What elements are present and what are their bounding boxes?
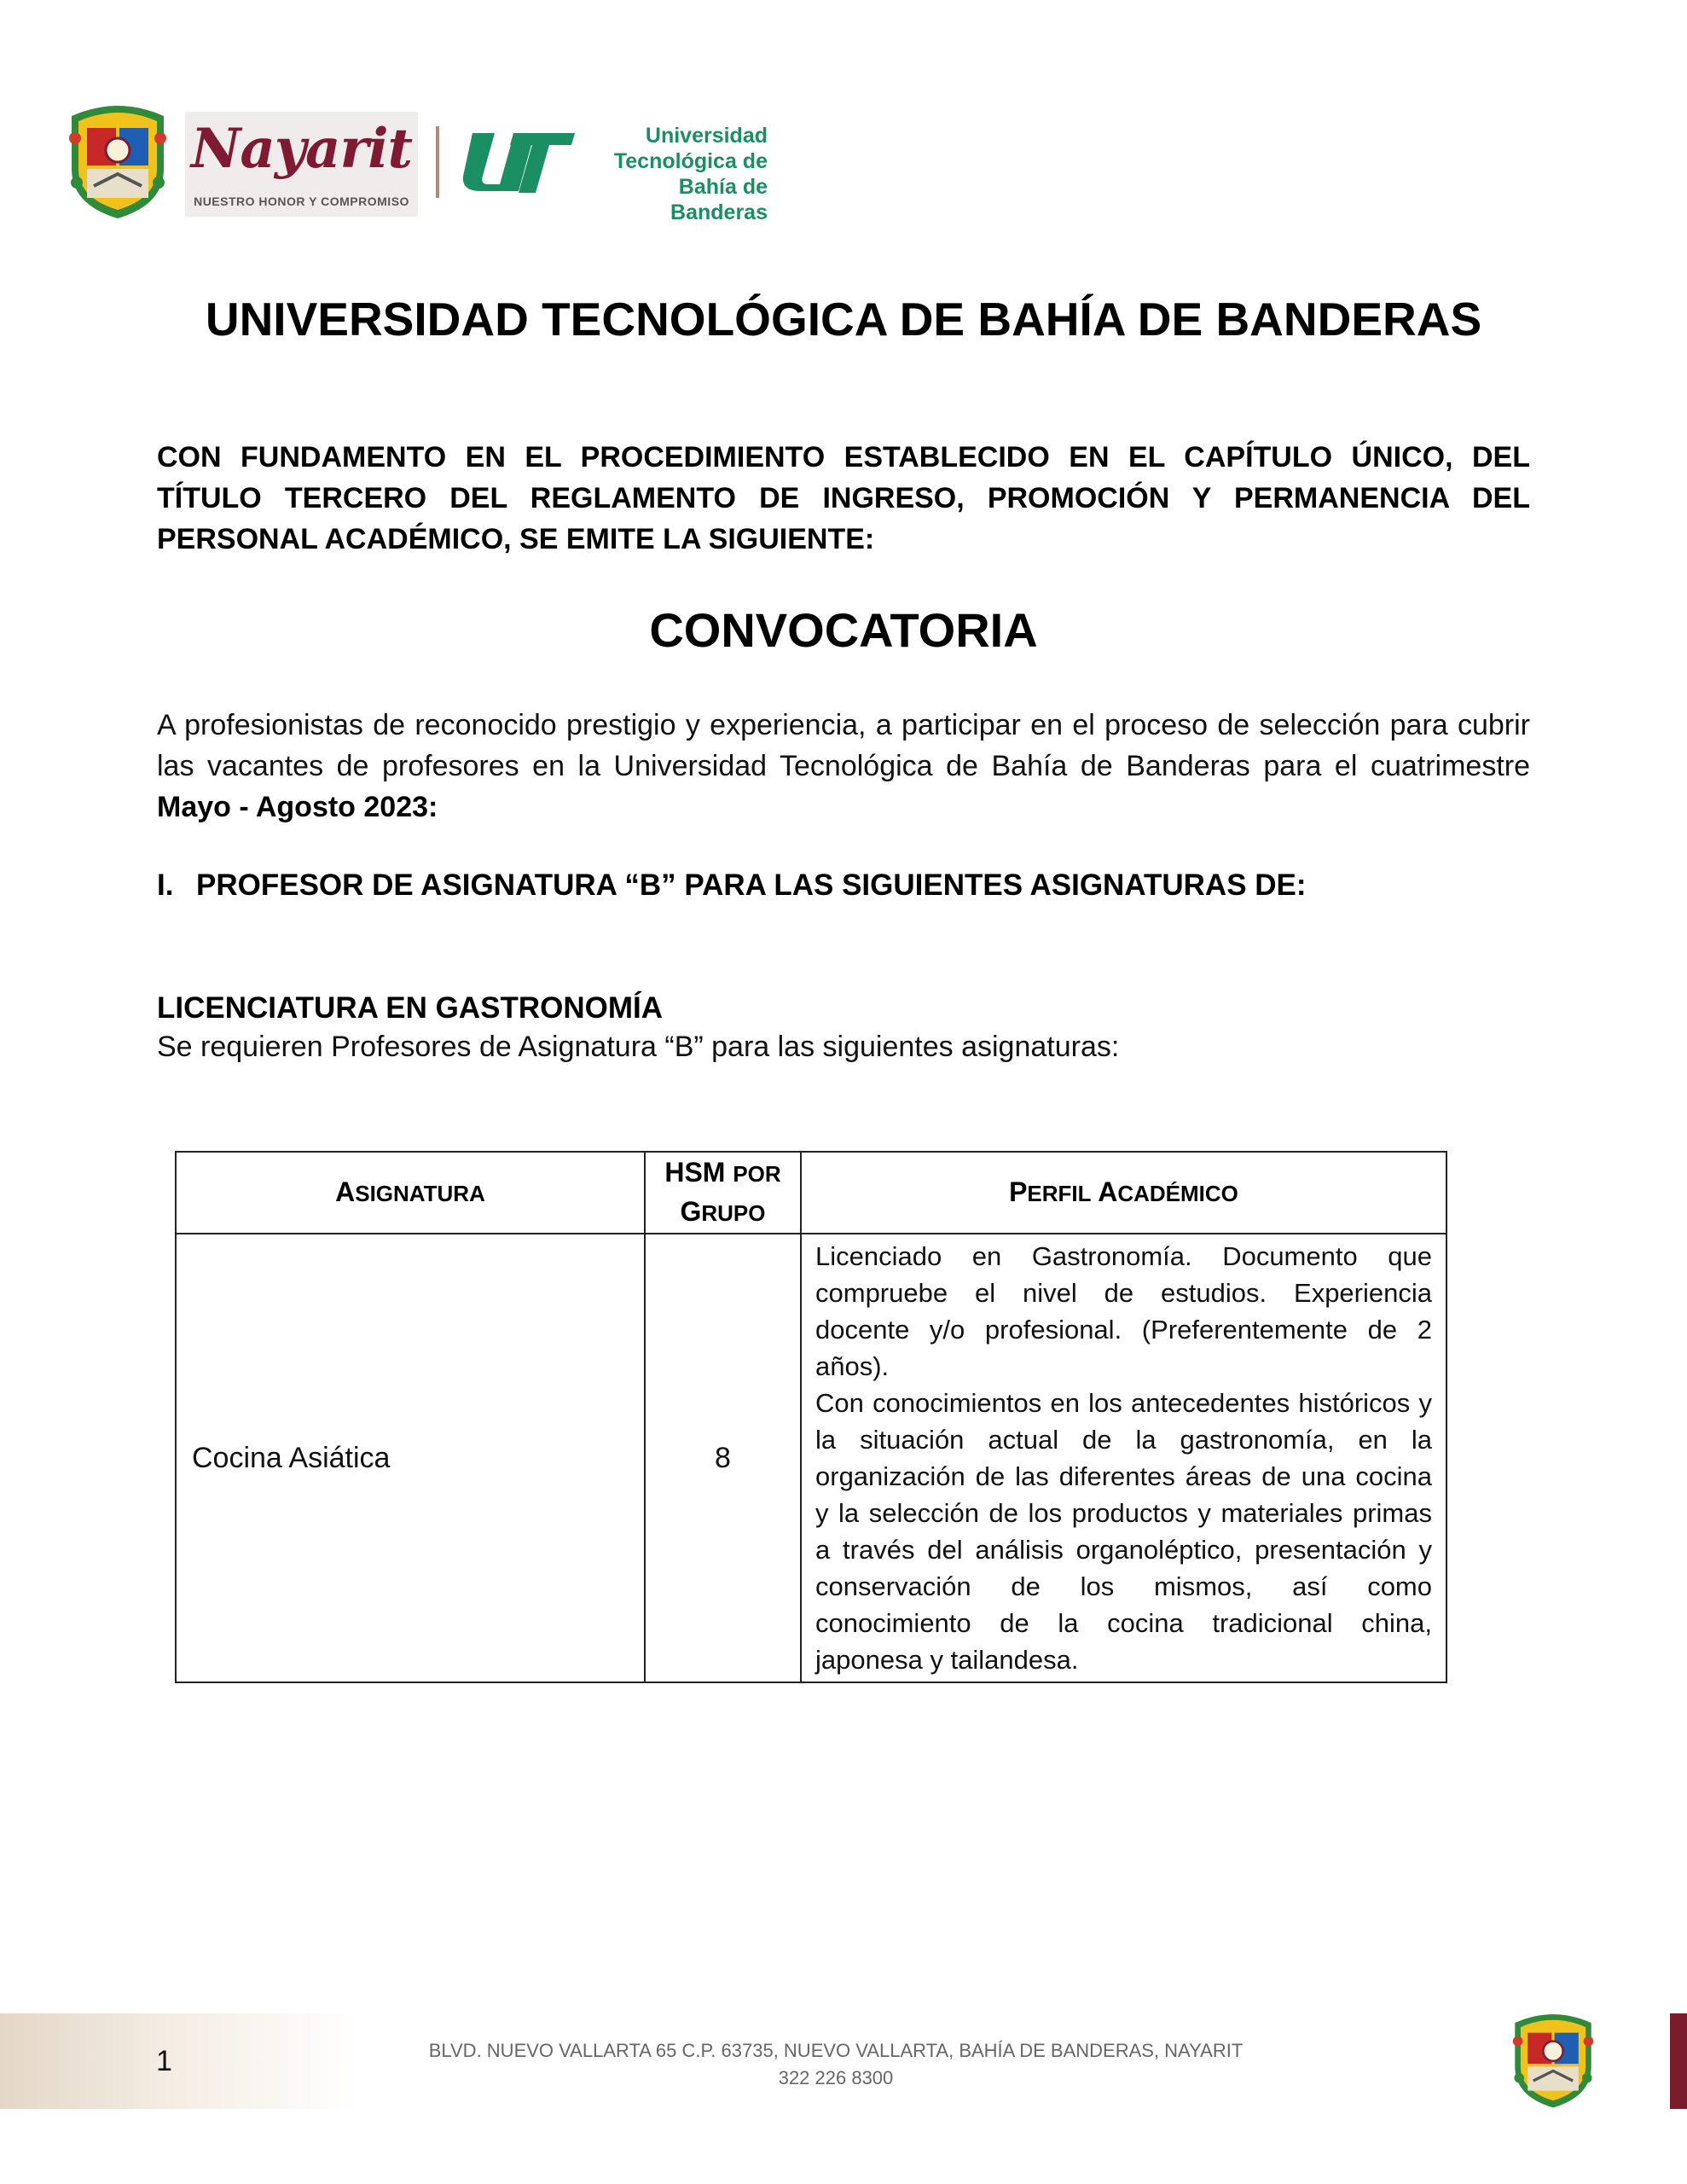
profile-paragraph-2: Con conocimientos en los antecedentes históricos y la situación actual de la gastronomía, en la organización de las diferentes áreas de una cocina y la selección de los productos y materiales primas a través del análisis organoléptico, presentación y conservación de los mismos, así como conocimiento de la cocina tradicional china, japonesa y tailandesa.: [815, 1388, 1432, 1675]
footer-address-line: BLVD. NUEVO VALLARTA 65 C.P. 63735, NUEVO VALLARTA, BAHÍA DE BANDERAS, NAYARIT: [428, 2040, 1244, 2061]
table-row: [176, 1234, 1446, 1682]
cell-profile: [801, 1234, 1446, 1682]
header-perfil-academico: PERFIL ACADÉMICO: [801, 1152, 1446, 1234]
nayarit-wordmark: Nayarit: [190, 117, 413, 181]
ut-logo-mark: [457, 128, 577, 198]
header-asignatura: ASIGNATURA: [176, 1152, 645, 1234]
section-heading: [157, 868, 1530, 903]
intro-paragraph: [157, 705, 1530, 828]
footer-coat-of-arms-logo: [1508, 2010, 1598, 2111]
footer-accent-bar: [1670, 2013, 1687, 2109]
nayarit-tagline: NUESTRO HONOR Y COMPROMISO: [194, 195, 409, 208]
ut-name-line-1: Universidad: [645, 124, 768, 148]
legal-foundation-paragraph: CON FUNDAMENTO EN EL PROCEDIMIENTO ESTABLECIDO EN EL CAPÍTULO ÚNICO, DEL TÍTULO TERCERO DEL REGLAMENTO DE INGRESO, PROMOCIÓN Y PERMANENCIA DEL PERSONAL ACADÉMICO, SE EMITE LA SIGUIENTE:: [157, 441, 1530, 555]
nayarit-coat-of-arms-logo: [63, 101, 172, 222]
section-title: PROFESOR DE ASIGNATURA “B” PARA LAS SIGUIENTES ASIGNATURAS DE:: [196, 868, 1307, 902]
footer-address: [409, 2037, 1262, 2092]
logo-divider: [436, 126, 439, 198]
convocatoria-heading: CONVOCATORIA: [649, 603, 1038, 657]
program-subtitle: Se requieren Profesores de Asignatura “B” para las siguientes asignaturas:: [157, 1031, 1120, 1063]
ut-university-name: [588, 123, 768, 225]
header-hsm-por-grupo: HSM POR GRUPO: [645, 1152, 801, 1234]
section-number: I.: [157, 868, 174, 902]
intro-text: A profesionistas de reconocido prestigio y experiencia, a participar en el proceso de selección para cubrir las vacantes de profesores en la Universidad Tecnológica de Bahía de Banderas para el cuatrimestre: [157, 709, 1530, 782]
cell-hours: 8: [645, 1234, 801, 1682]
cell-subject: Cocina Asiática: [176, 1234, 645, 1682]
profile-paragraph-1: Licenciado en Gastronomía. Documento que compruebe el nivel de estudios. Experiencia docente y/o profesional. (Preferentemente de 2 años).: [815, 1241, 1432, 1381]
nayarit-government-logo: [185, 112, 418, 217]
intro-period: Mayo - Agosto 2023:: [157, 791, 438, 823]
ut-name-line-3: Bahía de Banderas: [670, 175, 768, 224]
program-title: LICENCIATURA EN GASTRONOMÍA: [157, 991, 664, 1025]
page-title: UNIVERSIDAD TECNOLÓGICA DE BAHÍA DE BANDERAS: [205, 293, 1482, 346]
table-header-row: [176, 1152, 1446, 1234]
ut-name-line-2: Tecnológica de: [613, 149, 768, 173]
page-number: 1: [156, 2045, 172, 2077]
footer-phone: 322 226 8300: [778, 2067, 894, 2088]
footer-gradient-band: [0, 2013, 358, 2109]
subjects-table: [175, 1151, 1447, 1683]
